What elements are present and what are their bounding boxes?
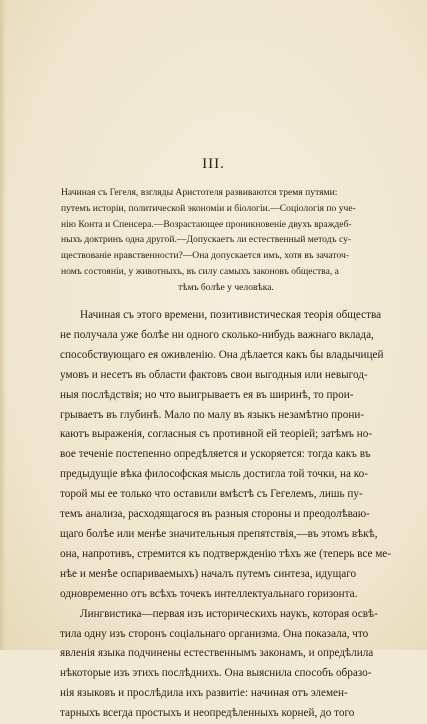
summary-line: ществованіе нравственности?—Она допускается имъ, хотя въ зачаточ- xyxy=(61,250,350,262)
body-line: не получала уже болѣе ни одного сколько-нибудь важнаго вклада, xyxy=(60,328,374,341)
body-line: нія языковъ и прослѣдила ихъ развитіе: начиная отъ элемен- xyxy=(60,687,348,700)
body-line: она, напротивъ, стремится къ подтвержденію тѣхъ же (теперь все ме- xyxy=(60,547,391,560)
body-line: грываетъ въ глубинѣ. Мало по малу въ языкъ незамѣтно прони- xyxy=(60,408,365,421)
page-edge-shadow xyxy=(0,0,6,650)
body-line: способствующаго ея оживленію. Она дѣлается какъ бы владычицей xyxy=(60,348,384,361)
body-line: тила одну изъ сторонъ соціальнаго организма. Она показала, что xyxy=(60,627,369,640)
chapter-heading: III. xyxy=(202,156,225,172)
summary-line: Начиная съ Гегеля, взгляды Аристотеля развиваются тремя путями: xyxy=(61,187,338,198)
body-text xyxy=(60,306,392,724)
body-line: темъ анализа, расходящагося въ разныя стороны и преодолѣваю- xyxy=(60,508,370,521)
summary-line: тѣмъ болѣе у человѣка. xyxy=(178,281,274,293)
body-line: тарныхъ всегда простыхъ и неопредѣленныхъ корней, до того xyxy=(60,707,355,720)
body-line: вое теченіе постепенно опредѣляется и ускоряется: тогда какъ въ xyxy=(60,448,371,461)
body-line: Начиная съ этого времени, позитивистическая теорія общества xyxy=(80,309,382,321)
body-line: торой мы ее только что оставили вмѣстѣ съ Гегелемъ, лишь пу- xyxy=(60,488,363,501)
body-line: предыдущіе вѣка философская мысль достигла той точки, на ко- xyxy=(60,468,368,481)
summary-line: нію Конта и Спенсера.—Возрастающее проникновеніе двухъ враждеб- xyxy=(61,218,352,230)
body-line: Лингвистика—первая изъ историческихъ наукъ, которая освѣ- xyxy=(80,607,378,620)
body-line: нѣкоторые изъ этихъ послѣднихъ. Она выяснила способъ образо- xyxy=(60,667,372,680)
body-line: одновременно отъ всѣхъ точекъ интеллектуальнаго горизонта. xyxy=(60,587,358,600)
summary-line: путемъ исторіи, политической экономіи и біологіи.—Соціологія по уче- xyxy=(61,202,356,214)
summary-line: номъ состояніи, у животныхъ, въ силу самыхъ законовъ общества, а xyxy=(61,265,339,277)
body-line: ныя послѣдствія; но что выигрываетъ ея въ ширинѣ, то прои- xyxy=(60,388,354,401)
chapter-summary xyxy=(61,185,391,296)
body-line: умовъ и несетъ въ области фактовъ свои выгодныя или невыгод- xyxy=(60,368,368,381)
body-line: щаго болѣе или менѣе значительныя препятствія,—въ этомъ вѣкѣ, xyxy=(60,527,378,540)
body-line: нѣе и менѣе оспариваемыхъ) началъ путемъ синтеза, идущаго xyxy=(60,567,357,580)
body-line: каютъ выраженія, согласныя съ противной ей теоріей; затѣмъ но- xyxy=(60,428,373,441)
body-line: явленія языка подчинены естественнымъ законамъ, и опредѣлила xyxy=(60,647,374,660)
summary-line: ныхъ доктринъ одна другой.—Допускаетъ ли естественный методъ су- xyxy=(61,234,352,246)
